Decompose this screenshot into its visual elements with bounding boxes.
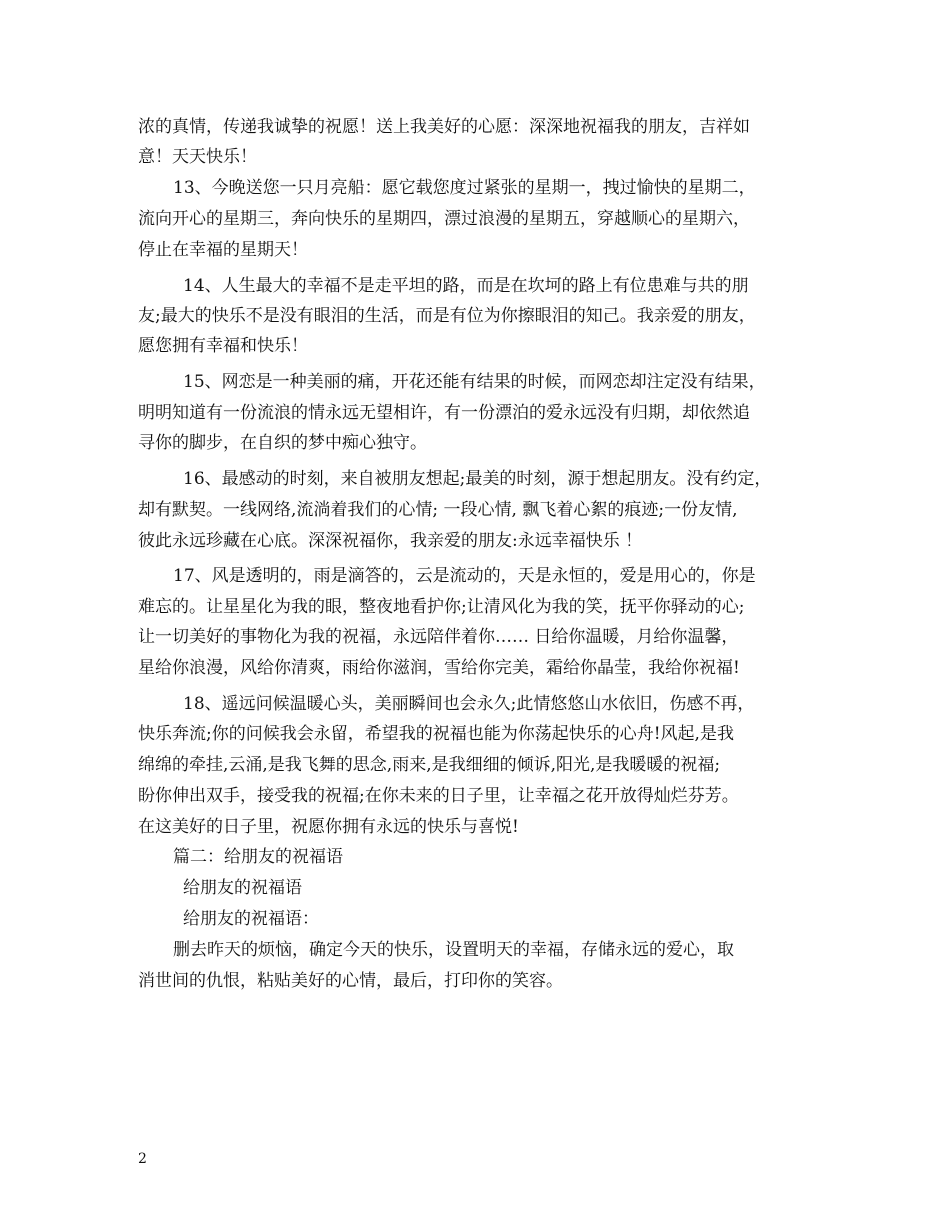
text-line: 意！天天快乐！ [138, 147, 257, 167]
text-line: 14、人生最大的幸福不是走平坦的路，而是在坎坷的路上有位患难与共的朋 [183, 276, 749, 296]
text-line: 明明知道有一份流浪的情永远无望相许，有一份漂泊的爱永远没有归期，却依然追 [138, 403, 750, 423]
text-line: 星给你浪漫，风给你清爽，雨给你滋润，雪给你完美，霜给你晶莹，我给你祝福! [138, 658, 740, 678]
text-line: 16、最感动的时刻，来自被朋友想起;最美的时刻，源于想起朋友。没有约定， [183, 469, 772, 489]
text-line: 删去昨天的烦恼，确定今天的快乐，设置明天的幸福，存储永远的爱心，取 [173, 940, 734, 960]
text-line: 给朋友的祝福语： [183, 909, 319, 929]
text-line: 快乐奔流;你的问候我会永留，希望我的祝福也能为你荡起快乐的心舟!风起,是我 [138, 724, 734, 744]
text-line: 15、网恋是一种美丽的痛，开花还能有结果的时候，而网恋却注定没有结果， [183, 372, 766, 392]
text-line: 在这美好的日子里，祝愿你拥有永远的快乐与喜悦! [138, 817, 519, 837]
section-heading: 篇二：给朋友的祝福语 [173, 847, 343, 867]
text-line: 盼你伸出双手，接受我的祝福;在你未来的日子里，让幸福之花开放得灿烂芬芳。 [138, 786, 739, 806]
text-line: 17、风是透明的，雨是滴答的，云是流动的，天是永恒的，爱是用心的，你是 [173, 566, 756, 586]
text-line: 18、遥远问候温暖心头，美丽瞬间也会永久;此情悠悠山水依旧，伤感不再， [183, 694, 755, 714]
text-line: 却有默契。一线网络,流淌着我们的心情; 一段心情, 飘飞着心絮的痕迹;一份友情, [138, 500, 738, 520]
text-line: 给朋友的祝福语 [183, 878, 302, 898]
text-line: 难忘的。让星星化为我的眼，整夜地看护你;让清风化为我的笑，抚平你驿动的心; [138, 597, 745, 617]
text-line: 彼此永远珍藏在心底。深深祝福你，我亲爱的朋友:永远幸福快乐 ！ [138, 531, 643, 551]
text-line: 浓的真情，传递我诚挚的祝愿！送上我美好的心愿：深深地祝福我的朋友，吉祥如 [138, 117, 750, 137]
text-line: 绵绵的牵挂,云涌,是我飞舞的思念,雨来,是我细细的倾诉,阳光,是我暖暖的祝福; [138, 755, 721, 775]
text-line: 流向开心的星期三，奔向快乐的星期四，漂过浪漫的星期五，穿越顺心的星期六， [138, 209, 750, 229]
text-line: 停止在幸福的星期天！ [138, 240, 308, 260]
text-line: 13、今晚送您一只月亮船：愿它载您度过紧张的星期一，拽过愉快的星期二， [173, 178, 756, 198]
text-line: 友;最大的快乐不是没有眼泪的生活，而是有位为你擦眼泪的知己。我亲爱的朋友， [138, 306, 756, 326]
page-number: 2 [138, 1151, 147, 1167]
text-line: 寻你的脚步，在自织的梦中痴心独守。 [138, 433, 427, 453]
text-line: 让一切美好的事物化为我的祝福，永远陪伴着你…… 日给你温暖，月给你温馨， [138, 627, 739, 647]
text-line: 消世间的仇恨，粘贴美好的心情，最后，打印你的笑容。 [138, 971, 563, 991]
text-line: 愿您拥有幸福和快乐！ [138, 336, 308, 356]
